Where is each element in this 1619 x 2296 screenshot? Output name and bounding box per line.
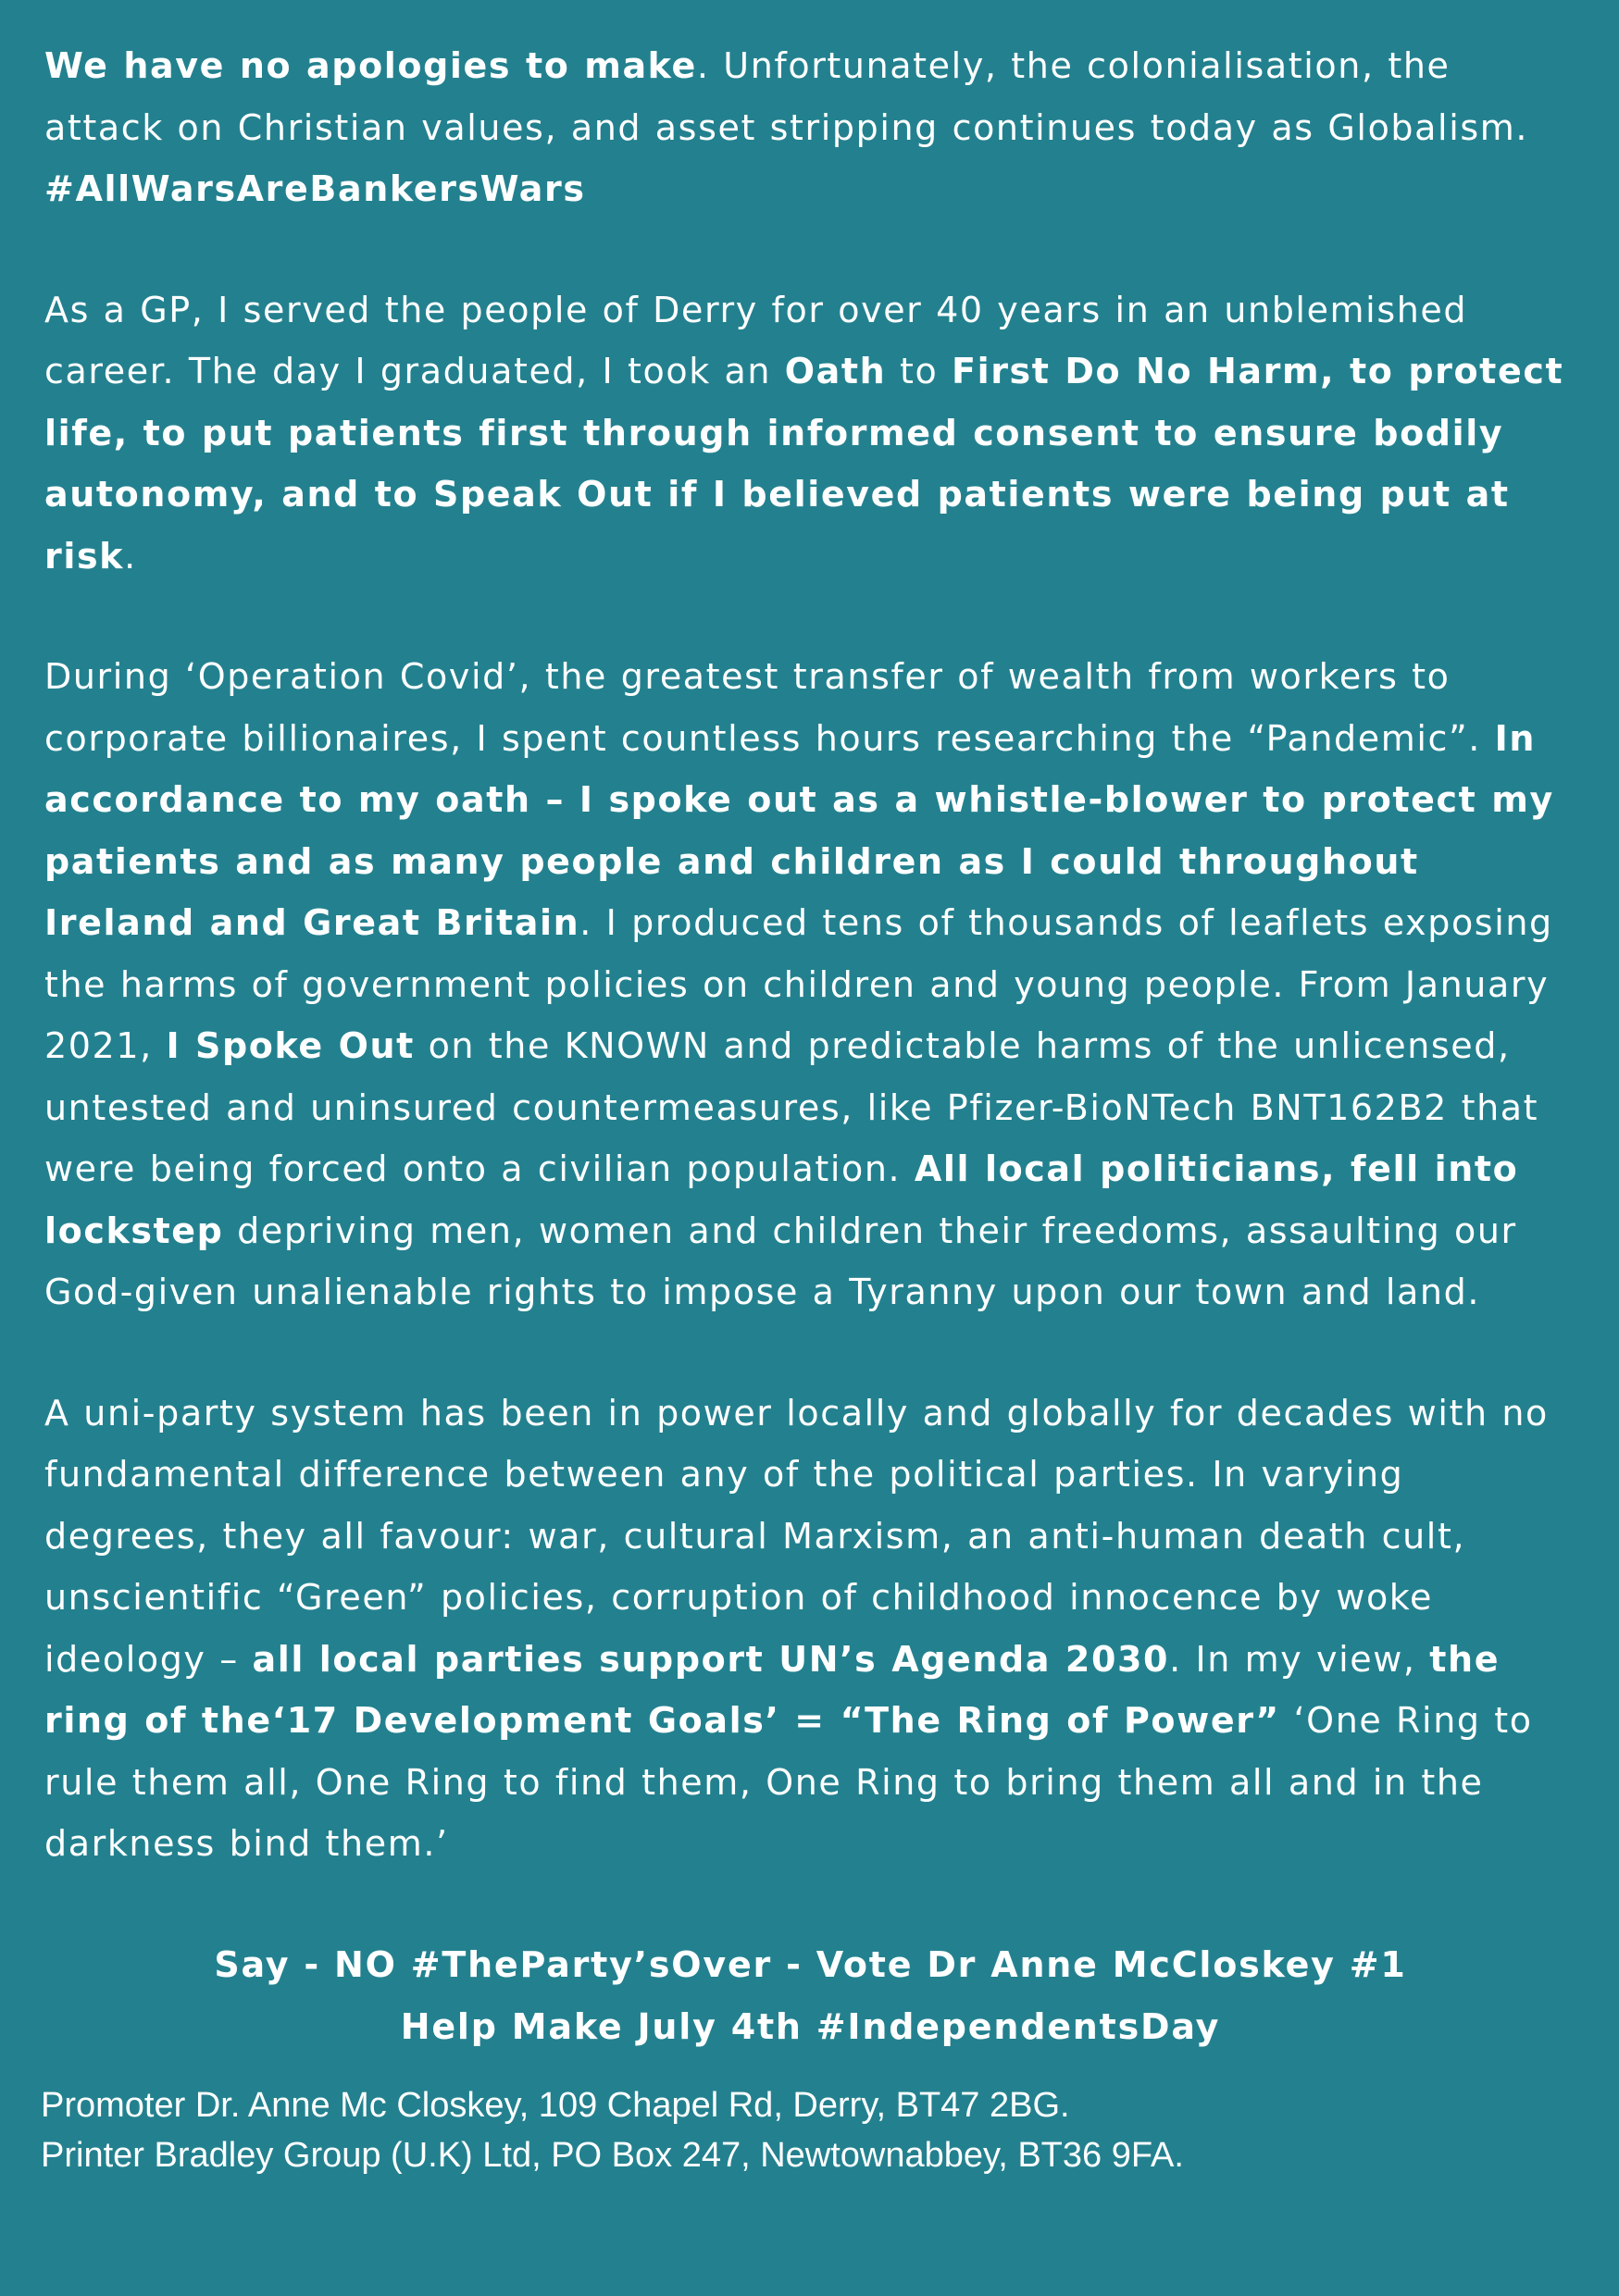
text-segment: . [124,535,137,577]
text-segment: I Spoke Out [166,1025,415,1066]
vote-callout [44,1934,1576,2058]
text-segment: . Unfortunately, the colonialisation, the attack on Christian values, and asset stripping continues today as Globalism. [44,45,1529,148]
text-segment: depriving men, women and children their freedoms, assaulting our God-given unalienable rights to impose a Tyranny upon our town and land. [44,1210,1517,1312]
paragraph-gp-oath [44,279,1576,588]
text-segment: A uni-party system has been in power locally and globally for decades with no fundamental difference between any of the political parties. In varying degrees, they all favour: war, cultural Marxism, an anti-human death cult, unscientific “Green” policies, corruption of childhood innocence by woke ideology – [44,1392,1549,1680]
imprint [41,2080,1576,2180]
text-segment: All local politicians, fell into lockstep [44,1148,1519,1251]
paragraph-uni-party [44,1383,1576,1875]
callout-line-independents-day: Help Make July 4th #IndependentsDay [400,2005,1221,2047]
text-segment: During ‘Operation Covid’, the greatest transfer of wealth from workers to corporate billionaires, I spent countless hours researching the “Pandemic”. [44,656,1495,759]
paragraph-apologies [44,35,1576,220]
callout-line-vote: Say - NO #TheParty’sOver - Vote Dr Anne McCloskey #1 [214,1943,1407,1985]
text-segment: all local parties support UN’s Agenda 2030 [252,1638,1170,1680]
text-segment: on the KNOWN and predictable harms of the unlicensed, untested and uninsured countermeasures, like Pfizer-BioNTech BNT162B2 that were being forced onto a civilian population. [44,1025,1539,1189]
text-segment: We have no apologies to make [44,45,697,86]
text-segment: the ring of the‘17 Development Goals’ = “The Ring of Power” [44,1638,1501,1741]
imprint-printer: Printer Bradley Group (U.K) Ltd, PO Box 247, Newtownabbey, BT36 9FA. [41,2135,1184,2175]
text-segment: ‘One Ring to rule them all, One Ring to find them, One Ring to bring them all and in the darkness bind them.’ [44,1700,1533,1864]
paragraph-operation-covid [44,646,1576,1323]
hashtag-bankers-wars: #AllWarsAreBankersWars [44,168,586,209]
text-segment: As a GP, I served the people of Derry for over 40 years in an unblemished career. The day I graduated, I took an [44,289,1468,391]
text-segment: . In my view, [1169,1638,1430,1680]
text-segment: First Do No Harm, to protect life, to put patients first through informed consent to ensure bodily autonomy, and to Speak Out if I believed patients were being put at risk [44,351,1564,577]
text-segment: to [886,351,953,391]
text-segment: Oath [784,351,887,391]
text-segment: In accordance to my oath – I spoke out as a whistle-blower to protect my patients and as many people and children as I could throughout Ireland and Great Britain [44,717,1554,943]
text-segment: . I produced tens of thousands of leaflets exposing the harms of government policies on children and young people. From January 2021, [44,902,1553,1066]
imprint-promoter: Promoter Dr. Anne Mc Closkey, 109 Chapel Rd, Derry, BT47 2BG. [41,2085,1070,2125]
